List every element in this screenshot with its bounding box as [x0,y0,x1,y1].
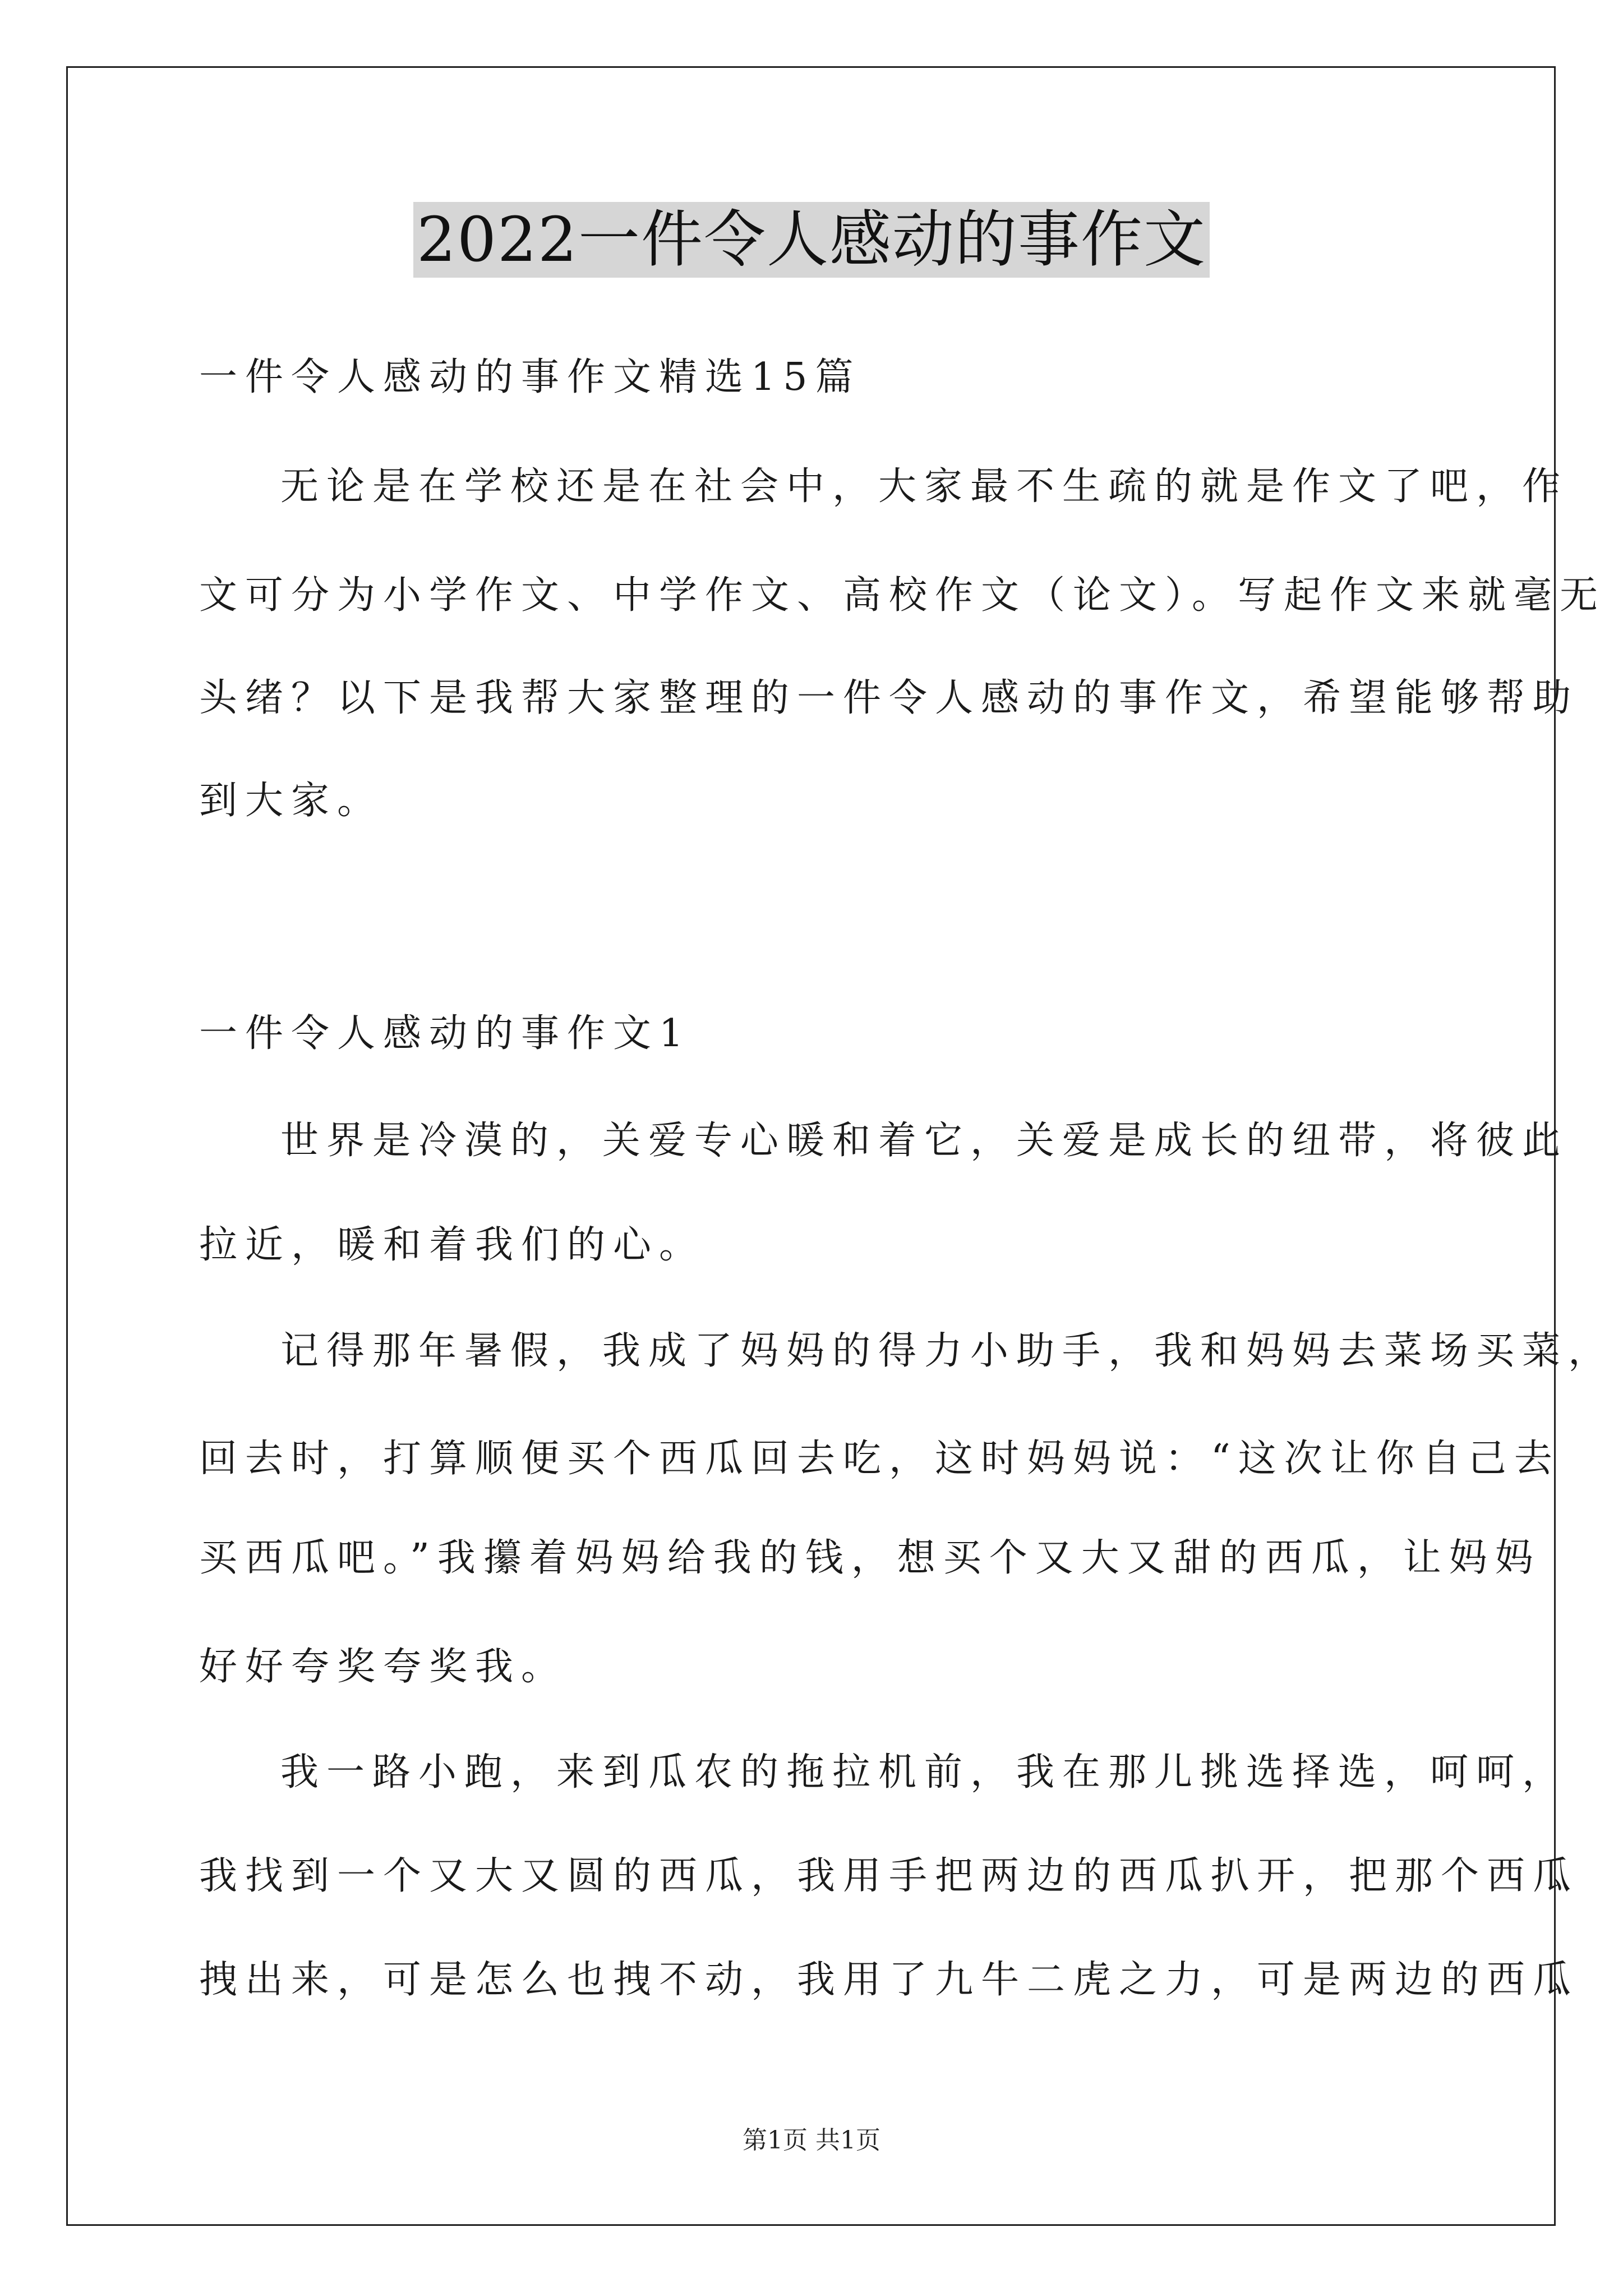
paragraph-line: 回去时，打算顺便买个西瓜回去吃，这时妈妈说：“这次让你自己去 [199,1437,1560,1481]
document-subtitle: 一件令人感动的事作文精选15篇 [199,355,861,399]
intro-line: 头绪？以下是我帮大家整理的一件令人感动的事作文，希望能够帮助 [199,676,1579,720]
paragraph-line: 我找到一个又大又圆的西瓜，我用手把两边的西瓜扒开，把那个西瓜 [199,1854,1579,1898]
document-title: 2022一件令人感动的事作文 [413,202,1210,278]
paragraph-line: 拉近，暖和着我们的心。 [199,1223,706,1267]
paragraph-line: 记得那年暑假，我成了妈妈的得力小助手，我和妈妈去菜场买菜， [280,1329,1615,1373]
page-footer: 第1页 共1页 [743,2126,880,2155]
intro-line: 无论是在学校还是在社会中，大家最不生疏的就是作文了吧，作 [280,464,1569,509]
intro-line: 文可分为小学作文、中学作文、高校作文（论文）。写起作文来就毫无 [199,573,1606,618]
paragraph-line: 世界是冷漠的，关爱专心暖和着它，关爱是成长的纽带，将彼此 [280,1119,1569,1163]
paragraph-line: 我一路小跑，来到瓜农的拖拉机前，我在那儿挑选择选，呵呵， [280,1750,1569,1795]
paragraph-line: 拽出来，可是怎么也拽不动，我用了九牛二虎之力，可是两边的西瓜 [199,1958,1579,2002]
section-heading: 一件令人感动的事作文1 [199,1011,691,1056]
title-container [0,202,1623,278]
paragraph-line: 好好夸奖夸奖我。 [199,1645,568,1689]
intro-line: 到大家。 [199,779,384,823]
paragraph-line: 买西瓜吧。”我攥着妈妈给我的钱，想买个又大又甜的西瓜，让妈妈 [199,1536,1541,1580]
